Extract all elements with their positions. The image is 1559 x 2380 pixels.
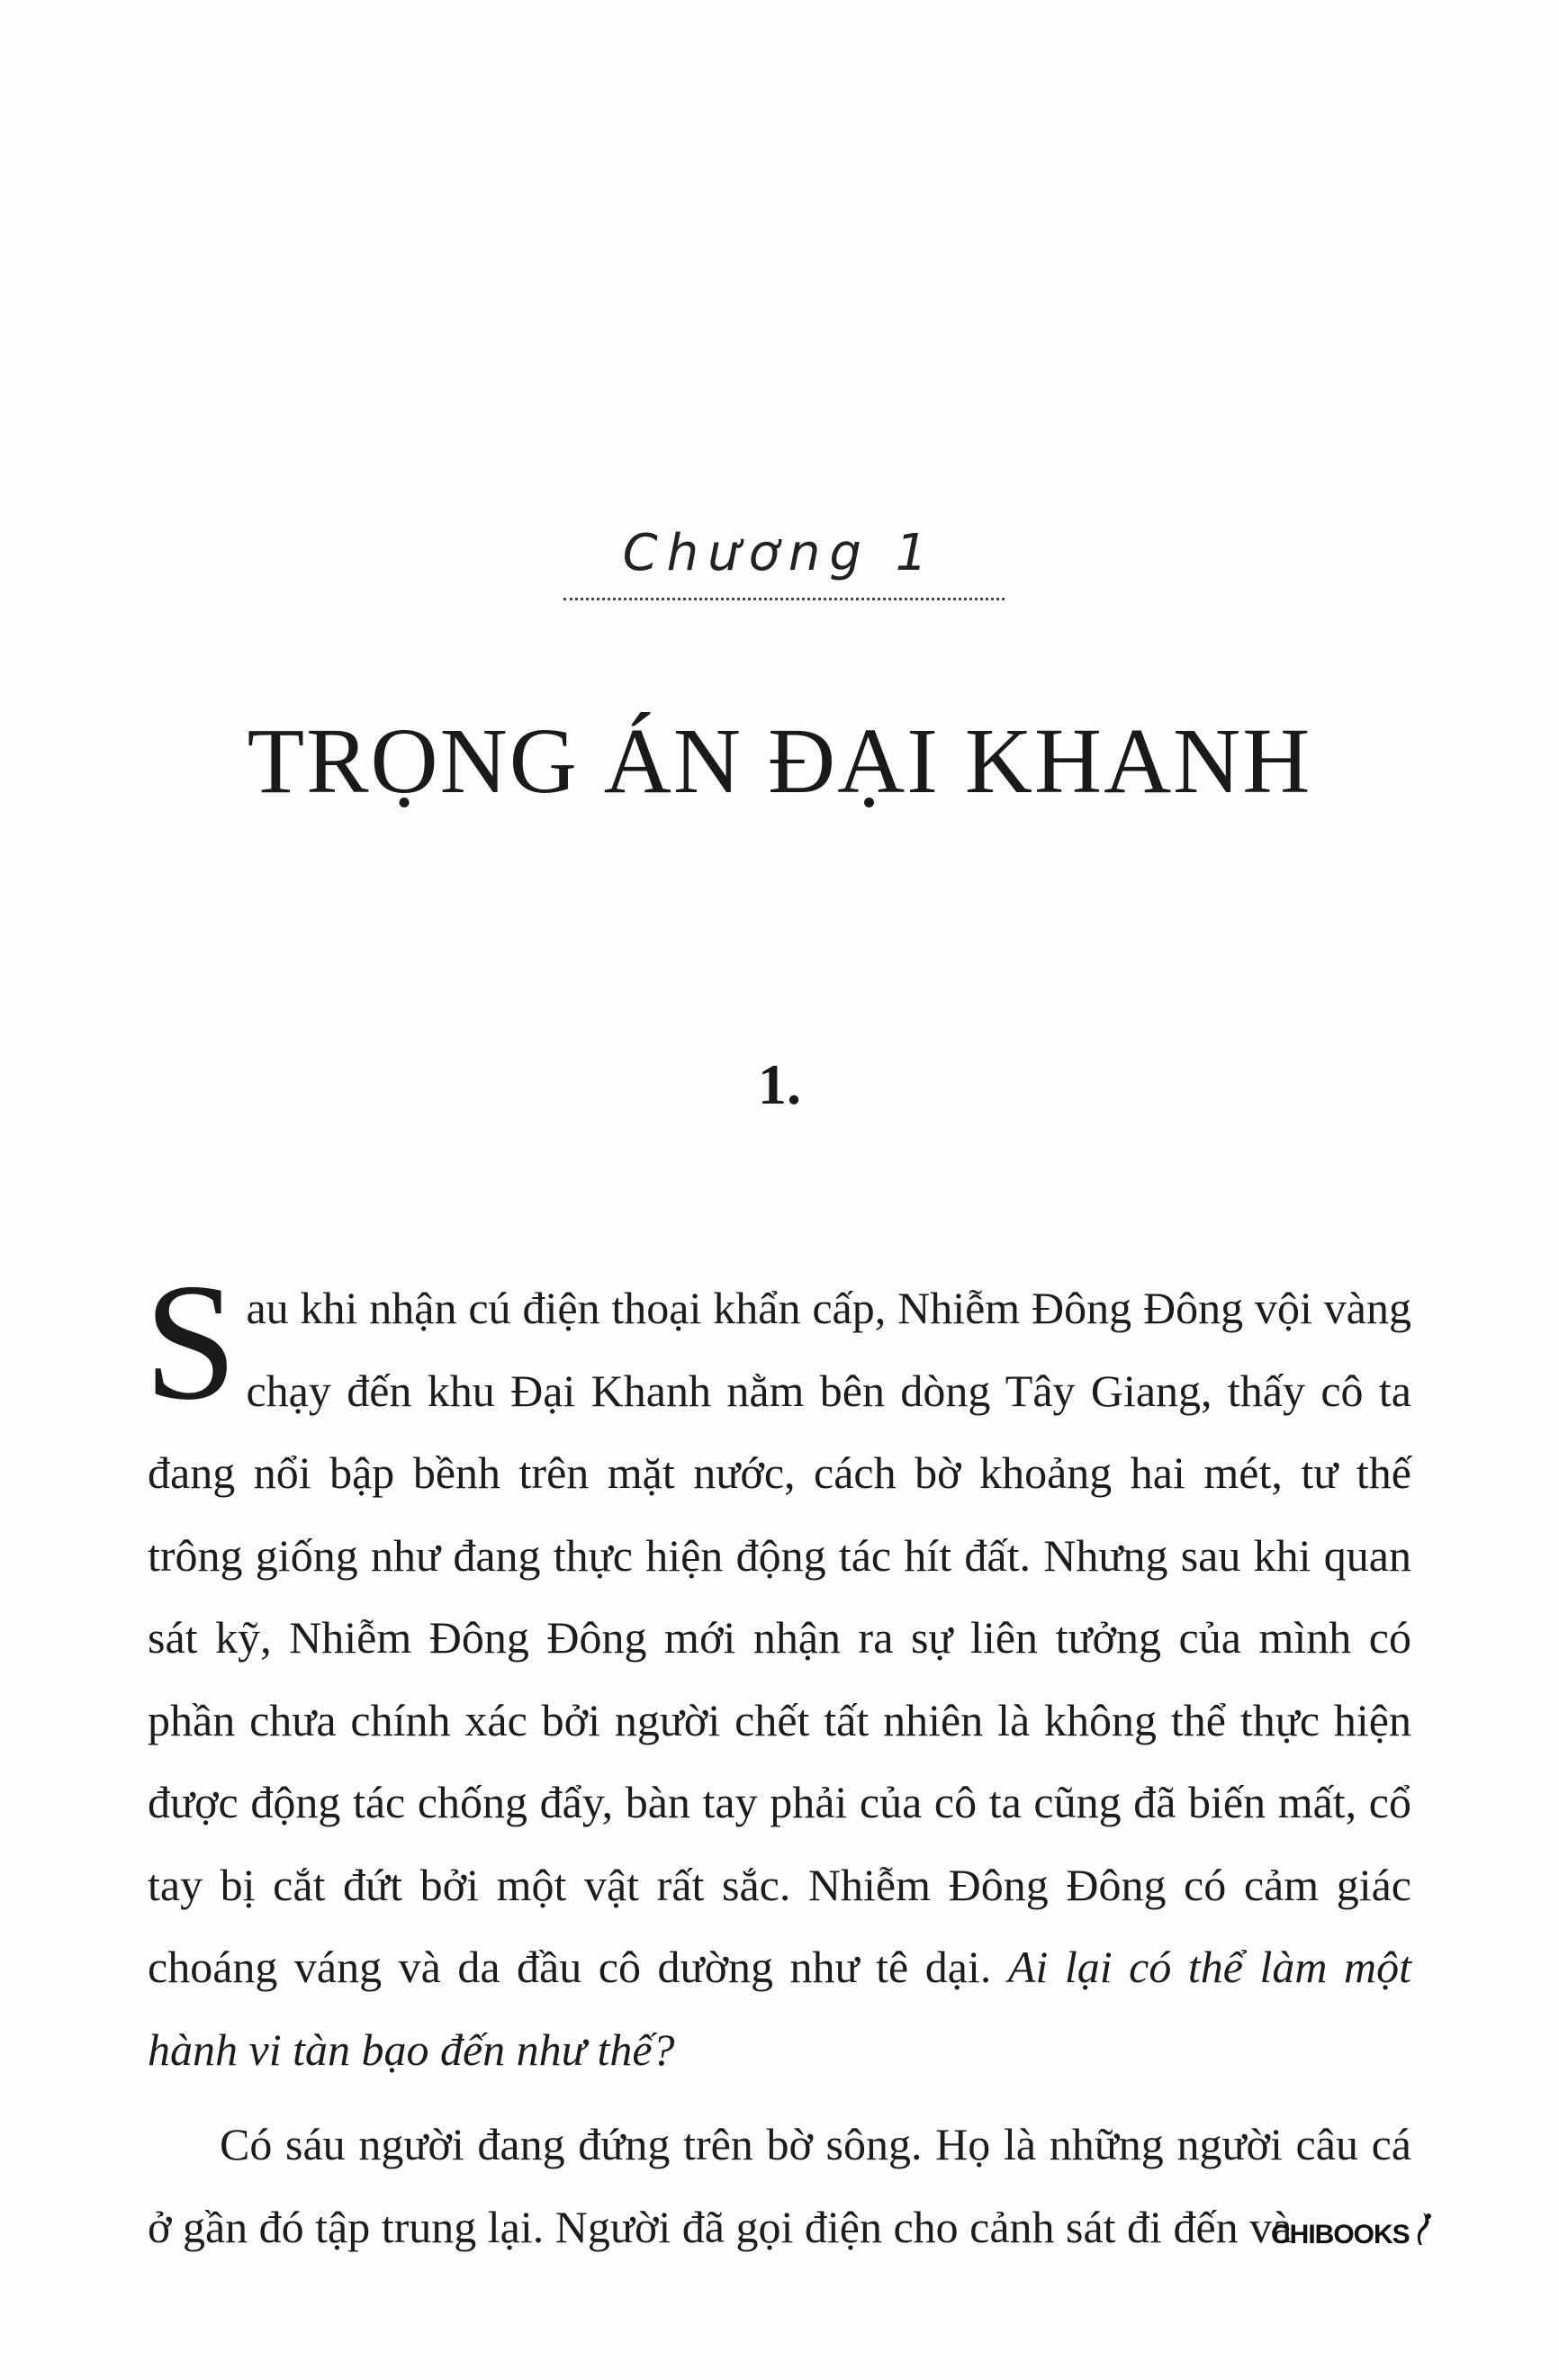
leaf-figure-icon [1411,2211,1435,2254]
paragraph-1-italic: Ai lại có thể làm một hành vi tàn bạo đến như thế? [148,1942,1411,2075]
chapter-label: Chương 1 [622,524,937,582]
paragraph-1 [144,1249,1411,2091]
publisher-logo [1271,2211,1435,2254]
section-number: 1. [758,1052,801,1116]
body-text [144,1249,1411,2268]
publisher-logo-text: CHIBOOKS [1271,2220,1410,2249]
drop-cap: S [144,1249,238,1435]
chapter-dotted-rule [563,598,1005,600]
paragraph-2: Có sáu người đang đứng trên bờ sông. Họ là những người câu cá ở gần đó tập trung lại. Người đã gọi điện cho cảnh sát đi đến và [148,2119,1411,2252]
chapter-title: TRỌNG ÁN ĐẠI KHANH [247,709,1312,813]
paragraph-1-text: au khi nhận cú điện thoại khẩn cấp, Nhiễm Đông Đông vội vàng chạy đến khu Đại Khanh nằm bên dòng Tây Giang, thấy cô ta đang nổi bập bềnh trên mặt nước, cách bờ khoảng hai mét, tư thế trông giống như đang thực hiện động tác hít đất. Nhưng sau khi quan sát kỹ, Nhiễm Đông Đông mới nhận ra sự liên tưởng của mình có phần chưa chính xác bởi người chết tất nhiên là không thể thực hiện được động tác chống đẩy, bàn tay phải của cô ta cũng đã biến mất, cổ tay bị cắt đứt bởi một vật rất sắc. Nhiễm Đông Đông có cảm giác choáng váng và da đầu cô dường như tê dại. [148,1283,1411,1992]
